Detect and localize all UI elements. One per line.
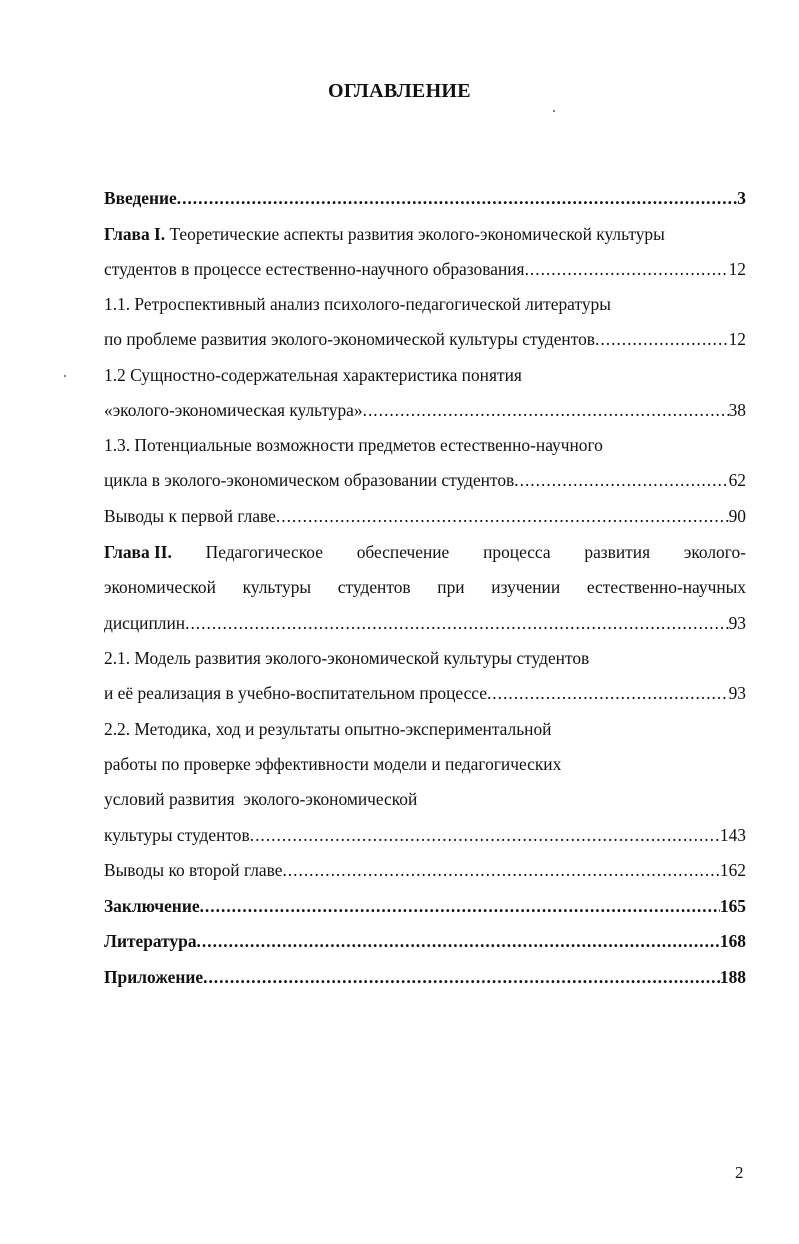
toc-entry-text: 1.2 Сущностно-содержательная характеристика понятия bbox=[104, 365, 522, 385]
toc-entry-text: Заключение bbox=[104, 896, 200, 916]
toc-entry-text: цикла в эколого-экономическом образовании студентов bbox=[104, 470, 515, 490]
chapter-label: Глава II. bbox=[104, 542, 172, 562]
toc-word: изучении bbox=[491, 577, 561, 597]
toc-page-number: 165 bbox=[719, 896, 746, 916]
toc-entry-section-1-3-line1[interactable] bbox=[104, 433, 746, 457]
dot-leader bbox=[177, 186, 733, 210]
toc-entry-text: работы по проверке эффективности модели и педагогических bbox=[104, 754, 562, 774]
toc-entry-text: культуры студентов bbox=[104, 825, 250, 845]
scan-speck bbox=[553, 110, 555, 112]
toc-word: студентов bbox=[337, 577, 411, 597]
toc-page-number: 93 bbox=[728, 613, 746, 633]
toc-entry-text: Введение bbox=[104, 188, 177, 208]
toc-page-number: 143 bbox=[719, 825, 746, 845]
dot-leader bbox=[282, 858, 719, 882]
toc-entry-text: 2.1. Модель развития эколого-экономической культуры студентов bbox=[104, 648, 590, 668]
dot-leader bbox=[595, 327, 729, 351]
toc-entry-text: Литература bbox=[104, 931, 197, 951]
toc-entry-section-1-3-line2[interactable] bbox=[104, 468, 746, 492]
toc-entry-section-1-1-line1[interactable] bbox=[104, 292, 746, 316]
dot-leader bbox=[200, 894, 720, 918]
toc-entry-text: условий развития эколого-экономической bbox=[104, 789, 418, 809]
scan-speck bbox=[64, 375, 66, 377]
toc-entry-text: Приложение bbox=[104, 967, 204, 987]
toc-entry-chapter-1-line1[interactable] bbox=[104, 222, 746, 246]
toc-word: культуры bbox=[242, 577, 312, 597]
page-number: 2 bbox=[735, 1163, 744, 1182]
toc-word: развития bbox=[584, 542, 651, 562]
toc-page-number: 62 bbox=[728, 470, 746, 490]
toc-entry-chapter-2-line2[interactable] bbox=[104, 575, 746, 599]
toc-page-number: 93 bbox=[728, 683, 746, 703]
toc-entry-text: 1.3. Потенциальные возможности предметов естественно-научного bbox=[104, 435, 603, 455]
toc-entry-section-1-2-line2[interactable] bbox=[104, 398, 746, 422]
toc-entry-literature[interactable] bbox=[104, 929, 746, 953]
toc-entry-conclusions-2[interactable] bbox=[104, 858, 746, 882]
toc-entry-section-2-2-line2[interactable] bbox=[104, 752, 746, 776]
dot-leader bbox=[487, 681, 729, 705]
toc-entry-text: по проблеме развития эколого-экономической культуры студентов bbox=[104, 329, 595, 349]
toc-word: процесса bbox=[483, 542, 551, 562]
toc-entry-text: студентов в процессе естественно-научного образования bbox=[104, 259, 525, 279]
toc-entry-section-2-2-line3[interactable] bbox=[104, 787, 746, 811]
dot-leader bbox=[276, 504, 729, 528]
toc-page-number: 168 bbox=[719, 931, 746, 951]
toc-page-number: 12 bbox=[728, 259, 746, 279]
toc-entry-appendix[interactable] bbox=[104, 965, 746, 989]
toc-entry-conclusions-1[interactable] bbox=[104, 504, 746, 528]
toc-entry-section-2-1-line1[interactable] bbox=[104, 646, 746, 670]
toc-word: обеспечение bbox=[356, 542, 450, 562]
chapter-label: Глава I. bbox=[104, 224, 166, 244]
toc-entry-section-2-1-line2[interactable] bbox=[104, 681, 746, 705]
dot-leader bbox=[514, 468, 728, 492]
toc-entry-text: Теоретические аспекты развития эколого-экономической культуры bbox=[169, 224, 665, 244]
toc-word: естественно-научных bbox=[586, 577, 746, 597]
toc-entry-section-2-2-line1[interactable] bbox=[104, 717, 746, 741]
toc-page-number: 12 bbox=[728, 329, 746, 349]
toc-entry-text: и её реализация в учебно-воспитательном процессе bbox=[104, 683, 487, 703]
page-title: ОГЛАВЛЕНИЕ bbox=[328, 80, 471, 102]
toc-word: эколого- bbox=[683, 542, 746, 562]
dot-leader bbox=[363, 398, 729, 422]
toc-page-number: 38 bbox=[728, 400, 746, 420]
toc-entry-text: дисциплин bbox=[104, 613, 186, 633]
dot-leader bbox=[197, 929, 720, 953]
toc-entry-text: Выводы к первой главе bbox=[104, 506, 276, 526]
dot-leader bbox=[185, 611, 729, 635]
toc-word: экономической bbox=[104, 577, 216, 597]
dot-leader bbox=[250, 823, 720, 847]
toc-word: при bbox=[437, 577, 465, 597]
toc-entry-chapter-1-line2[interactable] bbox=[104, 257, 746, 281]
toc-entry-section-1-2-line1[interactable] bbox=[104, 363, 746, 387]
toc-entry-text: 1.1. Ретроспективный анализ психолого-педагогической литературы bbox=[104, 294, 611, 314]
toc-entry-text: «эколого-экономическая культура» bbox=[104, 400, 363, 420]
toc-entry-chapter-2-line3[interactable] bbox=[104, 611, 746, 635]
dot-leader bbox=[525, 257, 729, 281]
toc-entry-text: Выводы ко второй главе bbox=[104, 860, 283, 880]
toc-entry-intro[interactable] bbox=[104, 186, 746, 210]
toc-word: Педагогическое bbox=[205, 542, 323, 562]
dot-leader bbox=[203, 965, 720, 989]
toc-page-number: 162 bbox=[719, 860, 746, 880]
toc-page-number: .3 bbox=[732, 188, 746, 208]
toc-page-number: 90 bbox=[728, 506, 746, 526]
toc-entry-chapter-2-line1[interactable] bbox=[104, 540, 746, 564]
toc-entry-conclusion[interactable] bbox=[104, 894, 746, 918]
toc-entry-text: 2.2. Методика, ход и результаты опытно-экспериментальной bbox=[104, 719, 552, 739]
toc-page-number: 188 bbox=[719, 967, 746, 987]
toc-entry-section-1-1-line2[interactable] bbox=[104, 327, 746, 351]
toc-entry-section-2-2-line4[interactable] bbox=[104, 823, 746, 847]
